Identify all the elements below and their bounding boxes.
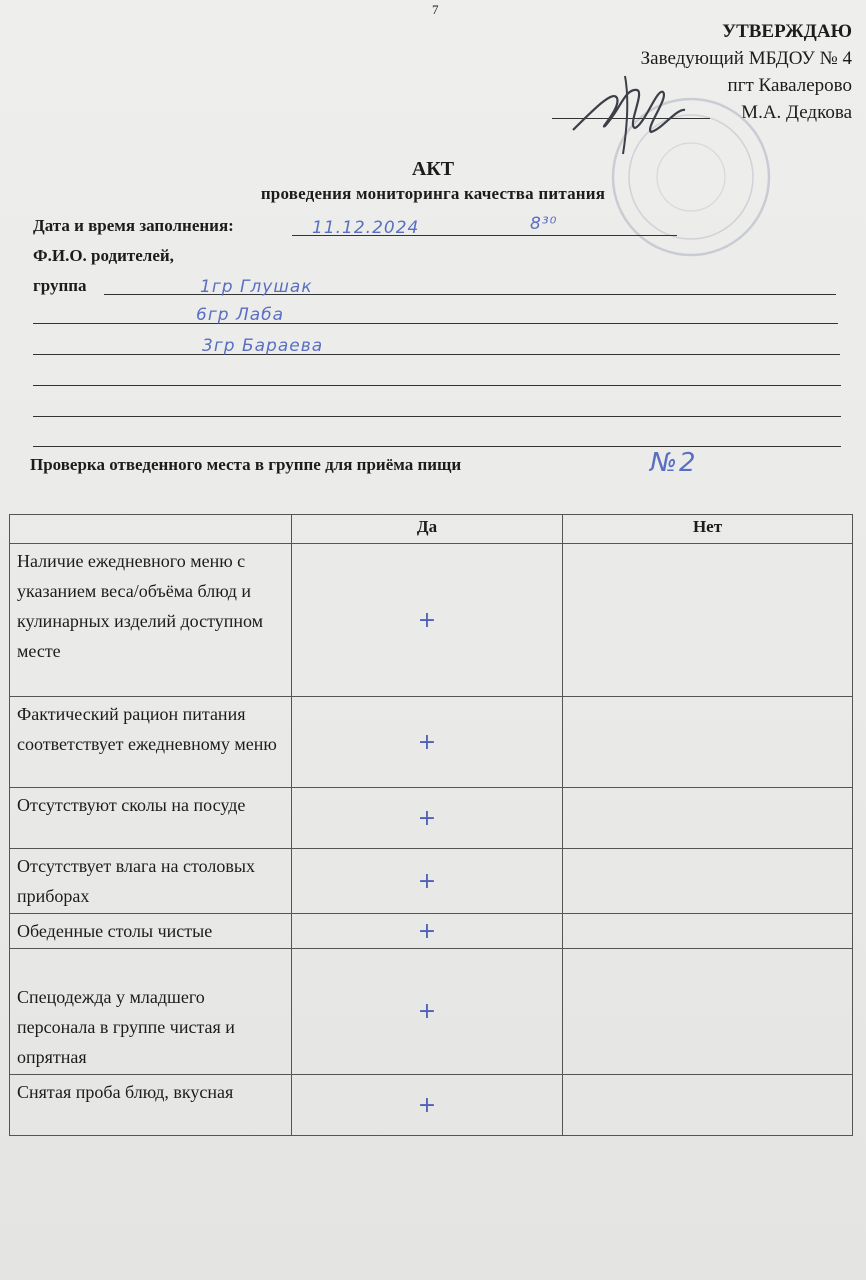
blank-line-3 — [33, 385, 841, 386]
blank-line-4 — [33, 416, 841, 417]
blank-line-5 — [33, 446, 841, 447]
time-value: 8³⁰ — [530, 214, 558, 234]
table-row — [10, 849, 853, 914]
criterion-cell: Спецодежда у младшего персонала в группе чистая и опрятная — [10, 949, 292, 1075]
criterion-cell: Отсутствуют сколы на посуде — [10, 788, 292, 849]
no-mark — [563, 788, 853, 849]
table-row — [10, 544, 853, 697]
group-entry-3: 3гр Бараева — [202, 336, 324, 356]
handwritten-signature — [565, 68, 695, 158]
approval-heading: УТВЕРЖДАЮ — [722, 21, 852, 42]
group-entry-1: 1гр Глушак — [200, 277, 313, 297]
header-yes: Да — [292, 515, 563, 544]
table-row — [10, 949, 853, 1075]
date-value: 11.12.2024 — [312, 218, 420, 238]
criterion-cell: Фактический рацион питания соответствует ежедневному меню — [10, 697, 292, 788]
no-mark — [563, 697, 853, 788]
yes-mark: + — [292, 914, 563, 949]
table-row — [10, 788, 853, 849]
section-number: №2 — [650, 448, 698, 478]
parents-label: Ф.И.О. родителей, — [33, 246, 174, 265]
header-no: Нет — [563, 515, 853, 544]
approval-position: Заведующий МБДОУ № 4 — [640, 48, 852, 69]
checklist-table — [9, 514, 853, 1136]
yes-mark: + — [292, 849, 563, 914]
table-row — [10, 914, 853, 949]
criterion-cell: Снятая проба блюд, вкусная — [10, 1075, 292, 1136]
table-header-row — [10, 515, 853, 544]
approval-location: пгт Кавалерово — [727, 75, 852, 96]
blank-line-2 — [33, 354, 840, 355]
criterion-cell: Обеденные столы чистые — [10, 914, 292, 949]
act-title: АКТ — [411, 158, 455, 180]
no-mark — [563, 914, 853, 949]
no-mark — [563, 1075, 853, 1136]
no-mark — [563, 544, 853, 697]
approval-name: М.А. Дедкова — [741, 102, 852, 123]
criterion-cell: Отсутствует влага на столовых приборах — [10, 849, 292, 914]
no-mark — [563, 849, 853, 914]
yes-mark: + — [292, 544, 563, 697]
blank-line-1 — [33, 323, 838, 324]
yes-mark: + — [292, 697, 563, 788]
criterion-cell: Наличие ежедневного меню с указанием веса/объёма блюд и кулинарных изделий доступном месте — [10, 544, 292, 697]
yes-mark: + — [292, 788, 563, 849]
header-criterion — [10, 515, 292, 544]
no-mark — [563, 949, 853, 1075]
act-subtitle: проведения мониторинга качества питания — [260, 184, 606, 203]
group-label: группа — [33, 276, 87, 295]
table-row — [10, 1075, 853, 1136]
yes-mark: + — [292, 949, 563, 1075]
group-entry-2: 6гр Лаба — [196, 305, 285, 325]
table-row — [10, 697, 853, 788]
date-label: Дата и время заполнения: — [33, 216, 234, 235]
yes-mark: + — [292, 1075, 563, 1136]
section-title: Проверка отведенного места в группе для приёма пищи — [30, 455, 462, 474]
page-number: 7 — [432, 2, 439, 17]
